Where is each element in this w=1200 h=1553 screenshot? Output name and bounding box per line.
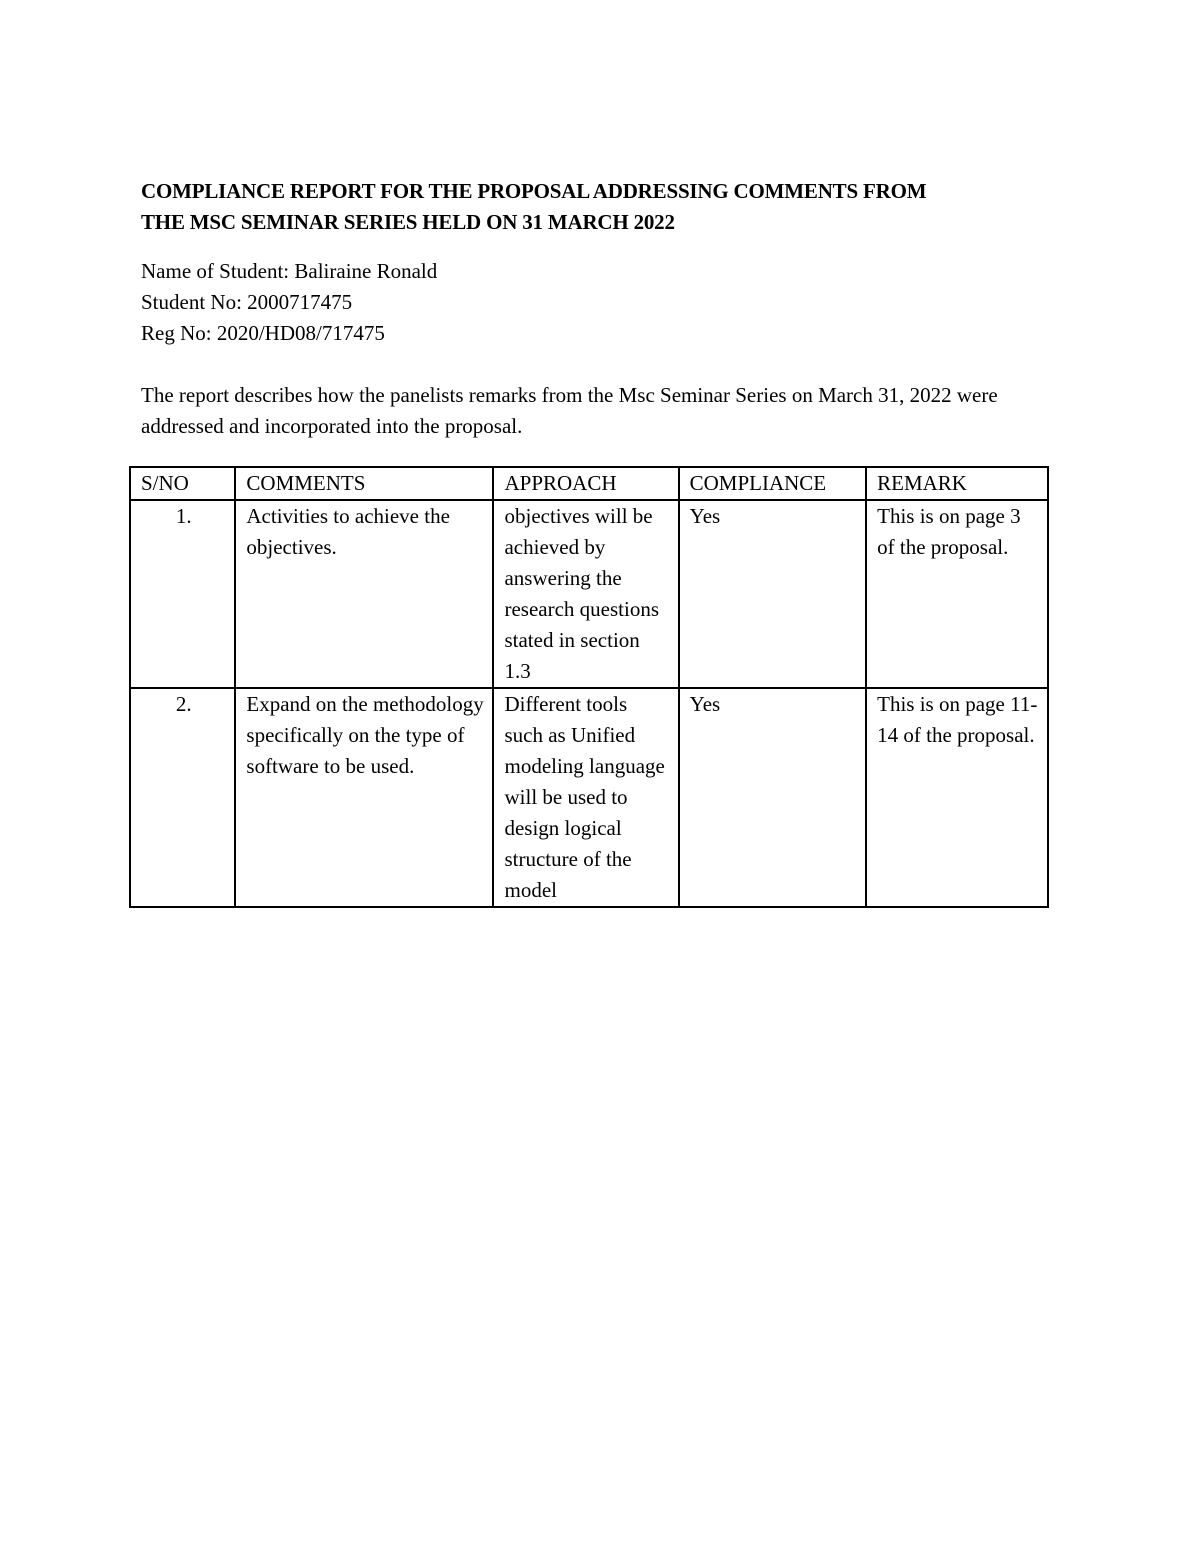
student-number: Student No: 2000717475 xyxy=(141,290,353,314)
cell-compliance: Yes xyxy=(679,500,867,688)
cell-comments: Activities to achieve the objectives. xyxy=(235,500,493,688)
cell-remark: This is on page 3 of the proposal. xyxy=(866,500,1048,688)
report-title-line-2: THE MSC SEMINAR SERIES HELD ON 31 MARCH 2022 xyxy=(141,210,675,234)
table-row xyxy=(130,500,1048,688)
student-name: Name of Student: Baliraine Ronald xyxy=(141,259,438,283)
cell-compliance: Yes xyxy=(679,688,867,907)
table-header-row xyxy=(130,467,1048,500)
report-title-line-1: COMPLIANCE REPORT FOR THE PROPOSAL ADDRESSING COMMENTS FROM xyxy=(141,179,927,203)
table-row xyxy=(130,688,1048,907)
header-approach: APPROACH xyxy=(493,467,678,500)
header-remark: REMARK xyxy=(866,467,1048,500)
intro-paragraph: The report describes how the panelists remarks from the Msc Seminar Series on March 31, 2022 were addressed and incorporated into the proposal. xyxy=(141,383,998,438)
student-info xyxy=(141,256,1061,349)
cell-sno: 2. xyxy=(130,688,235,907)
cell-approach: objectives will be achieved by answering the research questions stated in section 1.3 xyxy=(493,500,678,688)
report-title xyxy=(141,176,1061,238)
header-sno: S/NO xyxy=(130,467,235,500)
registration-number: Reg No: 2020/HD08/717475 xyxy=(141,321,385,345)
compliance-table xyxy=(129,466,1049,908)
header-compliance: COMPLIANCE xyxy=(679,467,867,500)
cell-approach: Different tools such as Unified modeling language will be used to design logical structure of the model xyxy=(493,688,678,907)
cell-comments: Expand on the methodology specifically on the type of software to be used. xyxy=(235,688,493,907)
cell-sno: 1. xyxy=(130,500,235,688)
header-comments: COMMENTS xyxy=(235,467,493,500)
cell-remark: This is on page 11-14 of the proposal. xyxy=(866,688,1048,907)
document-page xyxy=(141,176,1061,902)
